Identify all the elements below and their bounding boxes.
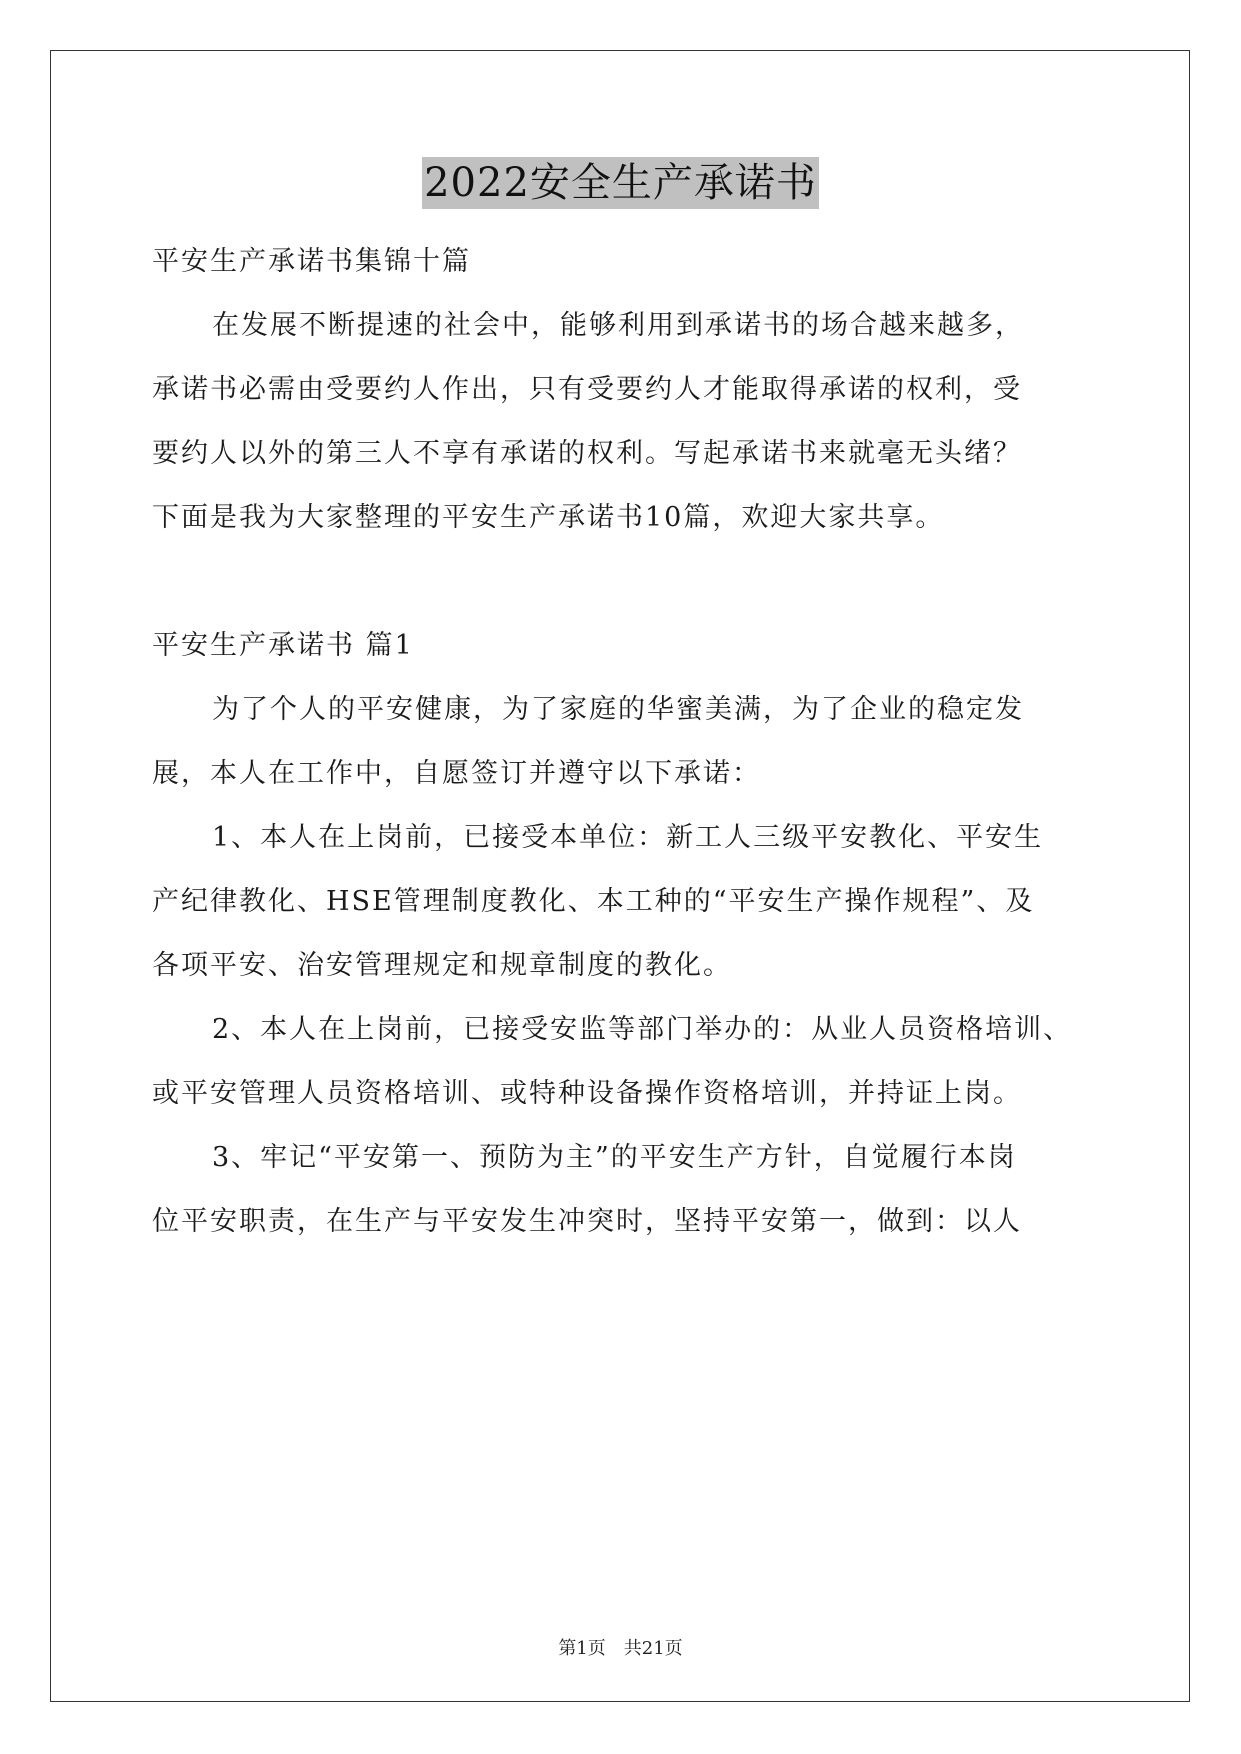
document-title: 2022安全生产承诺书 — [422, 157, 819, 209]
title-container — [0, 157, 1241, 209]
item-1-line-2: 产纪律教化、HSE管理制度教化、本工种的“平安生产操作规程”、及 — [152, 886, 1035, 917]
intro-line-4: 下面是我为大家整理的平安生产承诺书10篇，欢迎大家共享。 — [152, 502, 945, 533]
item-2-line-1: 2、本人在上岗前，已接受安监等部门举办的：从业人员资格培训、 — [212, 1014, 1073, 1045]
item-1-line-1: 1、本人在上岗前，已接受本单位：新工人三级平安教化、平安生 — [212, 822, 1044, 853]
paragraph-1-line-1: 为了个人的平安健康，为了家庭的华蜜美满，为了企业的稳定发 — [212, 694, 1024, 725]
section-heading: 平安生产承诺书 篇1 — [152, 630, 414, 661]
page-footer: 第1页 共21页 — [558, 1638, 683, 1659]
intro-line-2: 承诺书必需由受要约人作出，只有受要约人才能取得承诺的权利，受 — [152, 374, 1022, 405]
subtitle: 平安生产承诺书集锦十篇 — [152, 246, 471, 277]
intro-line-3: 要约人以外的第三人不享有承诺的权利。写起承诺书来就毫无头绪？ — [152, 438, 1022, 469]
item-3-line-1: 3、牢记“平安第一、预防为主”的平安生产方针，自觉履行本岗 — [212, 1142, 1017, 1173]
paragraph-1-line-2: 展，本人在工作中，自愿签订并遵守以下承诺： — [152, 758, 761, 789]
item-3-line-2: 位平安职责，在生产与平安发生冲突时，坚持平安第一，做到：以人 — [152, 1206, 1022, 1237]
item-2-line-2: 或平安管理人员资格培训、或特种设备操作资格培训，并持证上岗。 — [152, 1078, 1022, 1109]
intro-line-1: 在发展不断提速的社会中，能够利用到承诺书的场合越来越多， — [212, 310, 1024, 341]
document-body — [152, 230, 1090, 1254]
item-1-line-3: 各项平安、治安管理规定和规章制度的教化。 — [152, 950, 732, 981]
paragraph-gap — [152, 550, 1090, 614]
